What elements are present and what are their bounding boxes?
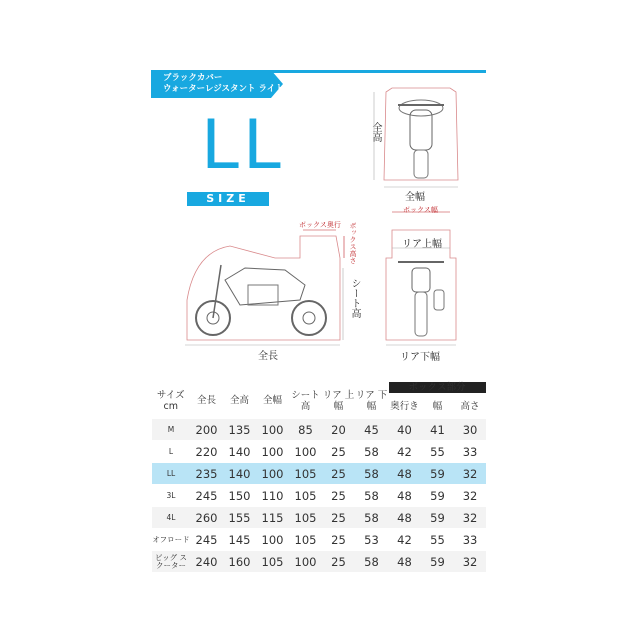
banner-line2: ウォーターレジスタント ライト [163,84,284,94]
table-cell: 245 [190,529,223,551]
table-cell: 85 [289,419,322,441]
table-cell: 100 [289,551,322,573]
table-cell: 32 [454,507,486,529]
rear-view-illustration [386,212,456,345]
table-cell: 32 [454,485,486,507]
table-cell: 59 [421,551,454,573]
table-cell: 48 [388,507,421,529]
table-cell: 135 [223,419,256,441]
table-cell: 58 [355,507,388,529]
table-cell: 105 [289,485,322,507]
table-row [152,507,486,529]
table-cell: 32 [454,551,486,573]
header-size: サイズ cm [152,382,190,419]
table-cell: 20 [322,419,355,441]
header-total-length: 全長 [190,382,223,419]
header-box-depth: 奥行き [388,393,421,419]
table-cell: 55 [421,441,454,463]
table-cell: 45 [355,419,388,441]
total-width-label: 全幅 [405,192,425,203]
table-cell: 200 [190,419,223,441]
table-cell: 240 [190,551,223,573]
table-row [152,463,486,485]
table-cell: 25 [322,507,355,529]
table-cell: 140 [223,441,256,463]
table-cell: 48 [388,463,421,485]
header-rear-upper: リア 上幅 [322,382,355,419]
table-cell: 145 [223,529,256,551]
table-cell: 100 [256,529,289,551]
row-size-name: オフロード [152,529,190,551]
table-cell: 41 [421,419,454,441]
table-cell: 32 [454,463,486,485]
table-cell: 220 [190,441,223,463]
spec-table-body [152,419,486,573]
table-cell: 42 [388,441,421,463]
table-cell: 48 [388,551,421,573]
header-box-width: 幅 [421,393,454,419]
table-cell: 245 [190,485,223,507]
header-total-height: 全高 [223,382,256,419]
total-length-label: 全長 [258,351,278,362]
row-size-name: 4L [152,507,190,529]
size-label: SIZE [187,192,269,206]
table-cell: 33 [454,441,486,463]
table-cell: 58 [355,485,388,507]
table-cell: 25 [322,441,355,463]
table-cell: 25 [322,485,355,507]
box-depth-label: ボックス奥行 [299,221,341,229]
header-box-section: ボックス部分 [388,382,486,393]
table-cell: 40 [388,419,421,441]
table-cell: 53 [355,529,388,551]
table-cell: 100 [256,441,289,463]
row-size-name: L [152,441,190,463]
table-cell: 25 [322,529,355,551]
table-cell: 115 [256,507,289,529]
rear-upper-width-label: リア上幅 [402,239,442,250]
seat-height-label: シート高 [349,278,360,318]
table-cell: 25 [322,551,355,573]
table-cell: 59 [421,485,454,507]
table-cell: 160 [223,551,256,573]
table-cell: 110 [256,485,289,507]
table-cell: 100 [256,463,289,485]
row-size-name: M [152,419,190,441]
table-row [152,419,486,441]
table-cell: 150 [223,485,256,507]
header-box-height: 高さ [454,393,486,419]
table-cell: 100 [256,419,289,441]
table-cell: 30 [454,419,486,441]
table-cell: 260 [190,507,223,529]
size-code: LL [201,106,285,185]
table-cell: 58 [355,551,388,573]
table-cell: 33 [454,529,486,551]
table-cell: 58 [355,463,388,485]
table-cell: 155 [223,507,256,529]
table-cell: 58 [355,441,388,463]
table-row [152,551,486,573]
header-seat-height: シート 高 [289,382,322,419]
table-cell: 140 [223,463,256,485]
row-size-name: LL [152,463,190,485]
table-row [152,529,486,551]
box-width-label: ボックス幅 [403,206,438,214]
top-view-illustration [374,88,458,187]
table-cell: 55 [421,529,454,551]
row-size-name: 3L [152,485,190,507]
table-cell: 235 [190,463,223,485]
size-spec-table [152,382,487,573]
header-rear-lower: リア 下幅 [355,382,388,419]
box-height-label: ボックス高さ [349,222,357,264]
rear-lower-width-label: リア下幅 [400,352,440,363]
table-cell: 48 [388,485,421,507]
row-size-name: ビッグ スクーター [152,551,190,573]
table-row [152,485,486,507]
table-cell: 59 [421,507,454,529]
table-cell: 42 [388,529,421,551]
table-cell: 105 [289,507,322,529]
banner-line1: ブラックカバー [163,73,223,83]
table-cell: 100 [289,441,322,463]
table-cell: 105 [289,463,322,485]
table-cell: 105 [256,551,289,573]
total-height-label: 全高 [370,122,381,142]
header-total-width: 全幅 [256,382,289,419]
table-cell: 25 [322,463,355,485]
table-cell: 105 [289,529,322,551]
table-row [152,441,486,463]
table-cell: 59 [421,463,454,485]
side-view-illustration [185,230,344,345]
